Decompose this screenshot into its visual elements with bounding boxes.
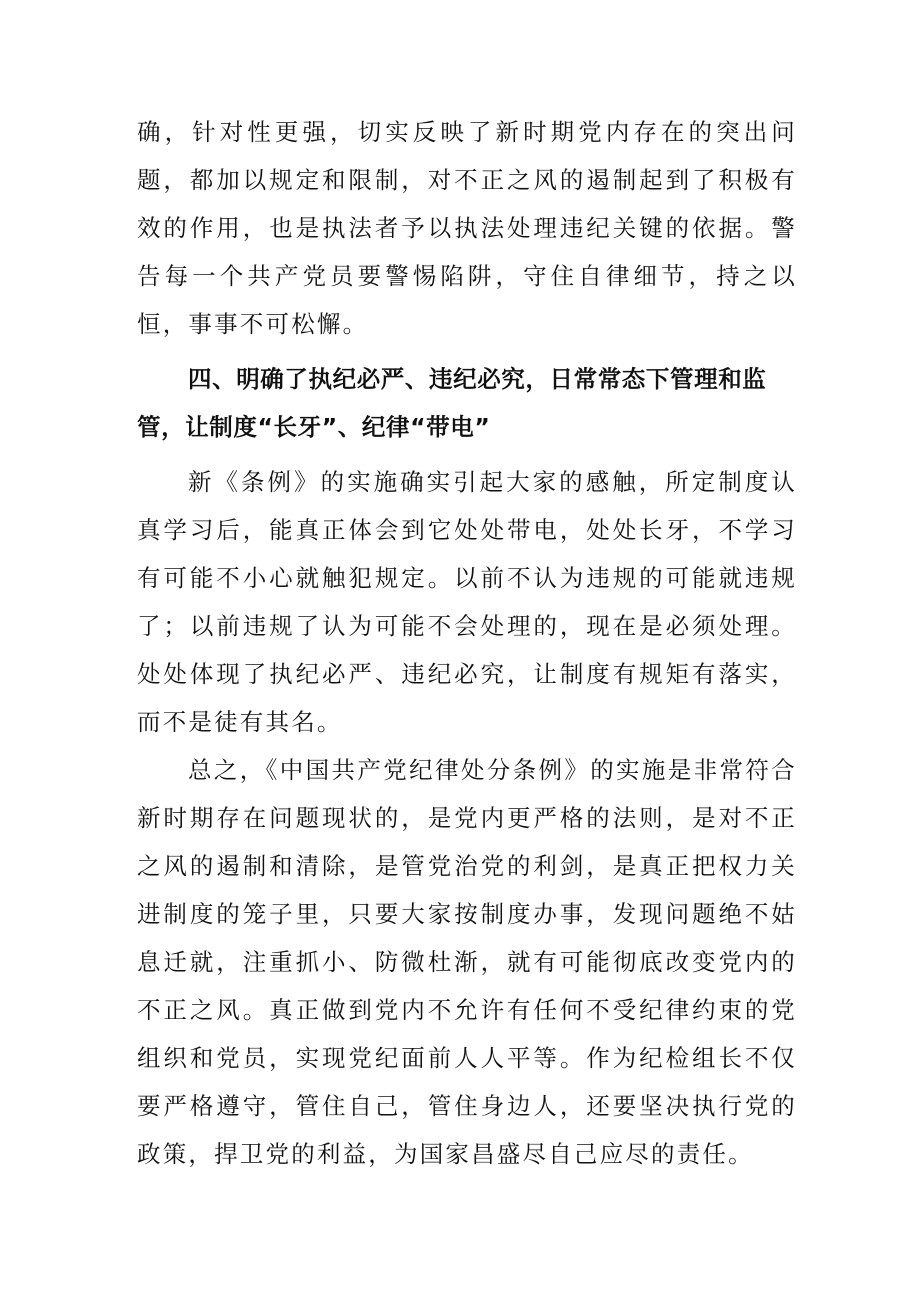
paragraph-continuation: 确，针对性更强，切实反映了新时期党内存在的突出问题，都加以规定和限制，对不正之风的遏制起到了积极有效的作用，也是执法者予以执法处理违纪关键的依据。警告每一个共产党员要警惕陷阱，守住自律细节，持之以恒，事事不可松懈。 <box>137 118 797 338</box>
section-heading-four: 四、明确了执纪必严、违纪必究，日常常态下管理和监管，让制度“长牙”、纪律“带电” <box>137 365 767 441</box>
paragraph-conclusion: 总之，《中国共产党纪律处分条例》的实施是非常符合新时期存在问题现状的，是党内更严格的法则，是对不正之风的遏制和清除，是管党治党的利剑，是真正把权力关进制度的笼子里，只要大家按制度办事，发现问题绝不姑息迁就，注重抓小、防微杜渐，就有可能彻底改变党内的不正之风。真正做到党内不允许有任何不受纪律约束的党组织和党员，实现党纪面前人人平等。作为纪检组长不仅要严格遵守，管住自己，管住身边人，还要坚决执行党的政策，捍卫党的利益，为国家昌盛尽自己应尽的责任。 <box>137 756 797 1168</box>
document-body <box>137 108 797 1178</box>
paragraph-regulation-effect: 新《条例》的实施确实引起大家的感触，所定制度认真学习后，能真正体会到它处处带电，处处长牙，不学习有可能不小心就触犯规定。以前不认为违规的可能就违规了；以前违规了认为可能不会处理的，现在是必须处理。处处体现了执纪必严、违纪必究，让制度有规矩有落实，而不是徒有其名。 <box>137 468 797 736</box>
